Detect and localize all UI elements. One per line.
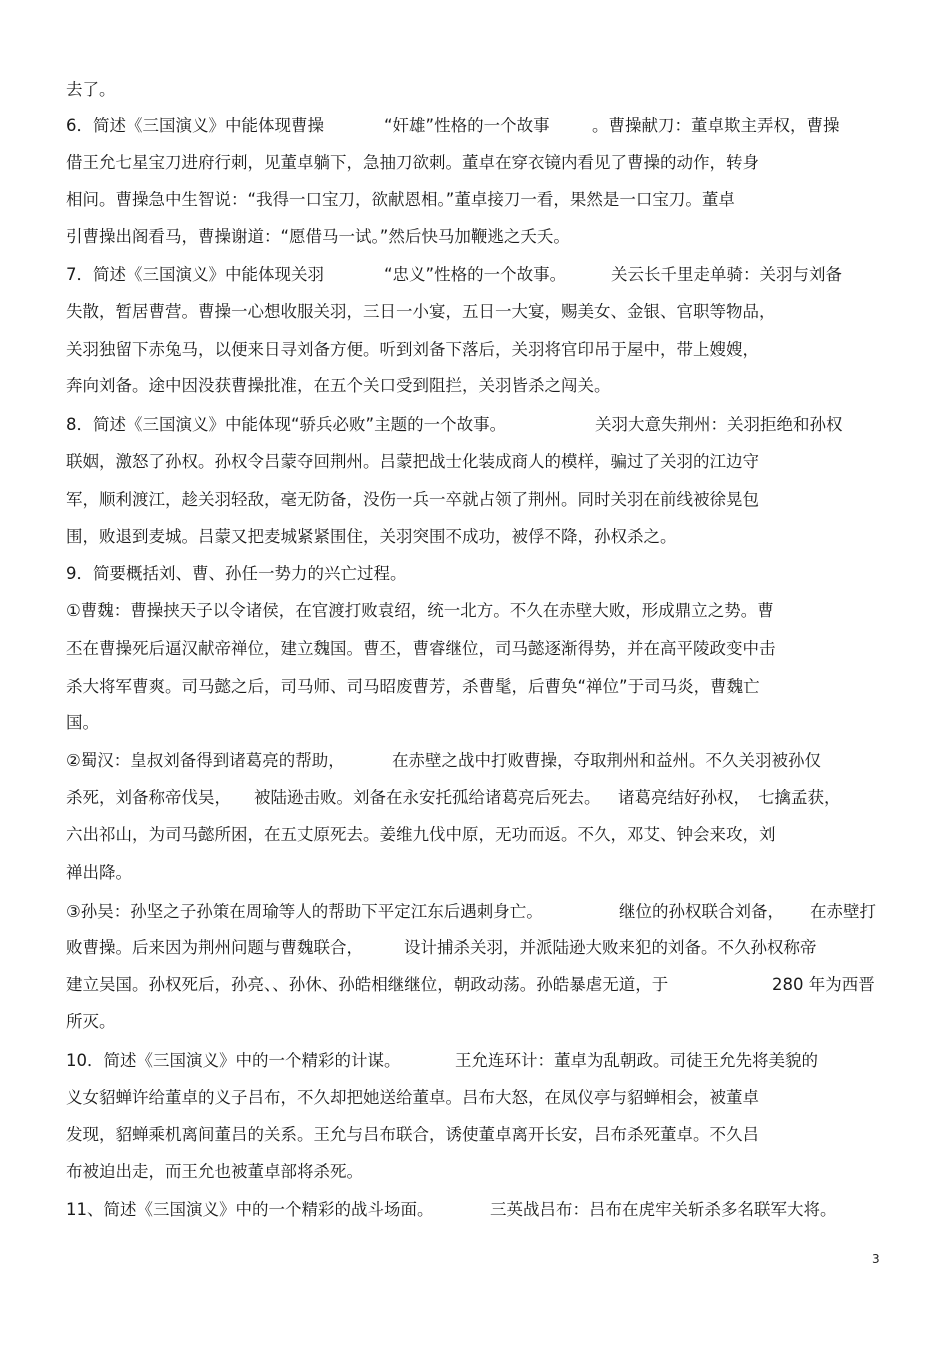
text-segment: 军，顺利渡江，趁关羽轻敌，毫无防备，没伤一兵一卒就占领了荆州。同时关羽在前线被徐晃包 <box>66 490 759 509</box>
text-line <box>0 376 950 398</box>
text-line <box>0 116 950 138</box>
text-line <box>0 415 950 437</box>
text-line <box>0 1162 950 1184</box>
text-segment: 联姻，激怒了孙权。孙权令吕蒙夺回荆州。吕蒙把战士化装成商人的模样，骗过了关羽的江边守 <box>66 452 759 471</box>
text-segment: 关羽独留下赤兔马，以便来日寻刘备方便。听到刘备下落后，关羽将官印吊于屋中，带上嫂嫂， <box>66 340 759 359</box>
text-segment: 禅出降。 <box>66 863 132 882</box>
text-line <box>0 863 950 885</box>
text-segment: 发现，貂蝉乘机离间董吕的关系。王允与吕布联合，诱使董卓离开长安，吕布杀死董卓。不久吕 <box>66 1125 759 1144</box>
text-line <box>0 265 950 287</box>
text-segment: 布被迫出走，而王允也被董卓部将杀死。 <box>66 1162 363 1181</box>
text-line <box>0 677 950 699</box>
text-line <box>0 564 950 586</box>
text-segment: 借王允七星宝刀进府行刺，见董卓躺下，急抽刀欲刺。董卓在穿衣镜内看见了曹操的动作，转身 <box>66 153 759 172</box>
text-segment: 所灭。 <box>66 1012 116 1031</box>
text-line <box>0 938 950 960</box>
page-number: 3 <box>872 1252 880 1266</box>
text-segment: 在赤壁打 <box>810 902 876 921</box>
text-segment: 。曹操献刀：董卓欺主弄权，曹操 <box>592 116 840 135</box>
text-line <box>0 1200 950 1222</box>
text-line <box>0 713 950 735</box>
text-segment: 在赤壁之战中打败曹操，夺取荆州和益州。不久关羽被孙仅 <box>392 751 821 770</box>
text-line <box>0 340 950 362</box>
text-line <box>0 1051 950 1073</box>
text-segment: 继位的孙权联合刘备， <box>619 902 784 921</box>
text-segment: 诸葛亮结好孙权， <box>618 788 750 807</box>
text-segment: 败曹操。后来因为荆州问题与曹魏联合， <box>66 938 363 957</box>
text-segment: “忠义”性格的一个故事。 <box>384 265 567 284</box>
text-segment: 引曹操出阁看马，曹操谢道：“愿借马一试。”然后快马加鞭逃之夭夭。 <box>66 227 570 246</box>
text-line <box>0 601 950 623</box>
text-segment: ①曹魏：曹操挟天子以令诸侯，在官渡打败袁绍，统一北方。不久在赤壁大败，形成鼎立之势。曹 <box>66 601 774 620</box>
text-line <box>0 788 950 810</box>
text-segment: 丕在曹操死后逼汉献帝禅位，建立魏国。曹丕，曹睿继位，司马懿逐渐得势，并在高平陵政变中击 <box>66 639 776 658</box>
text-segment: 被陆逊击败。刘备在永安托孤给诸葛亮后死去。 <box>254 788 601 807</box>
text-line <box>0 452 950 474</box>
text-segment: 失散，暂居曹营。曹操一心想收服关羽，三日一小宴，五日一大宴，赐美女、金银、官职等物品， <box>66 302 776 321</box>
text-segment: 相问。曹操急中生智说：“我得一口宝刀，欲献恩相。”董卓接刀一看，果然是一口宝刀。董卓 <box>66 190 735 209</box>
text-line <box>0 153 950 175</box>
text-segment: 8．简述《三国演义》中能体现“骄兵必败”主题的一个故事。 <box>66 415 507 434</box>
text-segment: 关羽大意失荆州：关羽拒绝和孙权 <box>595 415 843 434</box>
text-segment: 六出祁山，为司马懿所困，在五丈原死去。姜维九伐中原，无功而返。不久，邓艾、钟会来攻，刘 <box>66 825 776 844</box>
text-segment: 设计捕杀关羽，并派陆逊大败来犯的刘备。不久孙权称帝 <box>404 938 817 957</box>
text-segment: 关云长千里走单骑：关羽与刘备 <box>611 265 842 284</box>
text-segment: 建立吴国。孙权死后，孙亮、、孙休、孙皓相继继位，朝政动荡。孙皓暴虐无道，于 <box>66 975 669 994</box>
text-line <box>0 527 950 549</box>
text-segment: ②蜀汉：皇叔刘备得到诸葛亮的帮助， <box>66 751 345 770</box>
text-line <box>0 751 950 773</box>
text-segment: 10．简述《三国演义》中的一个精彩的计谋。 <box>66 1051 401 1070</box>
text-segment: 杀死，刘备称帝伐吴， <box>66 788 231 807</box>
text-segment: 国。 <box>66 713 99 732</box>
text-segment: 280 年为西晋 <box>772 975 875 994</box>
text-segment: 王允连环计：董卓为乱朝政。司徒王允先将美貌的 <box>455 1051 818 1070</box>
text-line <box>0 902 950 924</box>
text-segment: 9．简要概括刘、曹、孙任一势力的兴亡过程。 <box>66 564 407 583</box>
text-line <box>0 302 950 324</box>
text-segment: ③孙吴：孙坚之子孙策在周瑜等人的帮助下平定江东后遇刺身亡。 <box>66 902 543 921</box>
text-line <box>0 190 950 212</box>
text-segment: 奔向刘备。途中因没获曹操批准，在五个关口受到阻拦，关羽皆杀之闯关。 <box>66 376 611 395</box>
text-segment: 11、简述《三国演义》中的一个精彩的战斗场面。 <box>66 1200 434 1219</box>
text-line <box>0 80 950 102</box>
text-segment: 围，败退到麦城。吕蒙又把麦城紧紧围住，关羽突围不成功，被俘不降，孙权杀之。 <box>66 527 677 546</box>
text-line <box>0 639 950 661</box>
text-segment: 7．简述《三国演义》中能体现关羽 <box>66 265 324 284</box>
text-line <box>0 825 950 847</box>
text-segment: 义女貂蝉许给董卓的义子吕布，不久却把她送给董卓。吕布大怒，在凤仪亭与貂蝉相会，被董卓 <box>66 1088 759 1107</box>
text-segment: 去了。 <box>66 80 116 99</box>
text-line <box>0 1125 950 1147</box>
text-line <box>0 1012 950 1034</box>
text-line <box>0 975 950 997</box>
text-segment: 6．简述《三国演义》中能体现曹操 <box>66 116 324 135</box>
text-line <box>0 227 950 249</box>
text-segment: 七擒孟获， <box>758 788 841 807</box>
text-line <box>0 1088 950 1110</box>
text-segment: 杀大将军曹爽。司马懿之后，司马师、司马昭废曹芳，杀曹髦，后曹奂“禅位”于司马炎，曹魏亡 <box>66 677 760 696</box>
text-segment: 三英战吕布：吕布在虎牢关斩杀多名联军大将。 <box>490 1200 837 1219</box>
text-line <box>0 490 950 512</box>
text-segment: “奸雄”性格的一个故事 <box>384 116 550 135</box>
